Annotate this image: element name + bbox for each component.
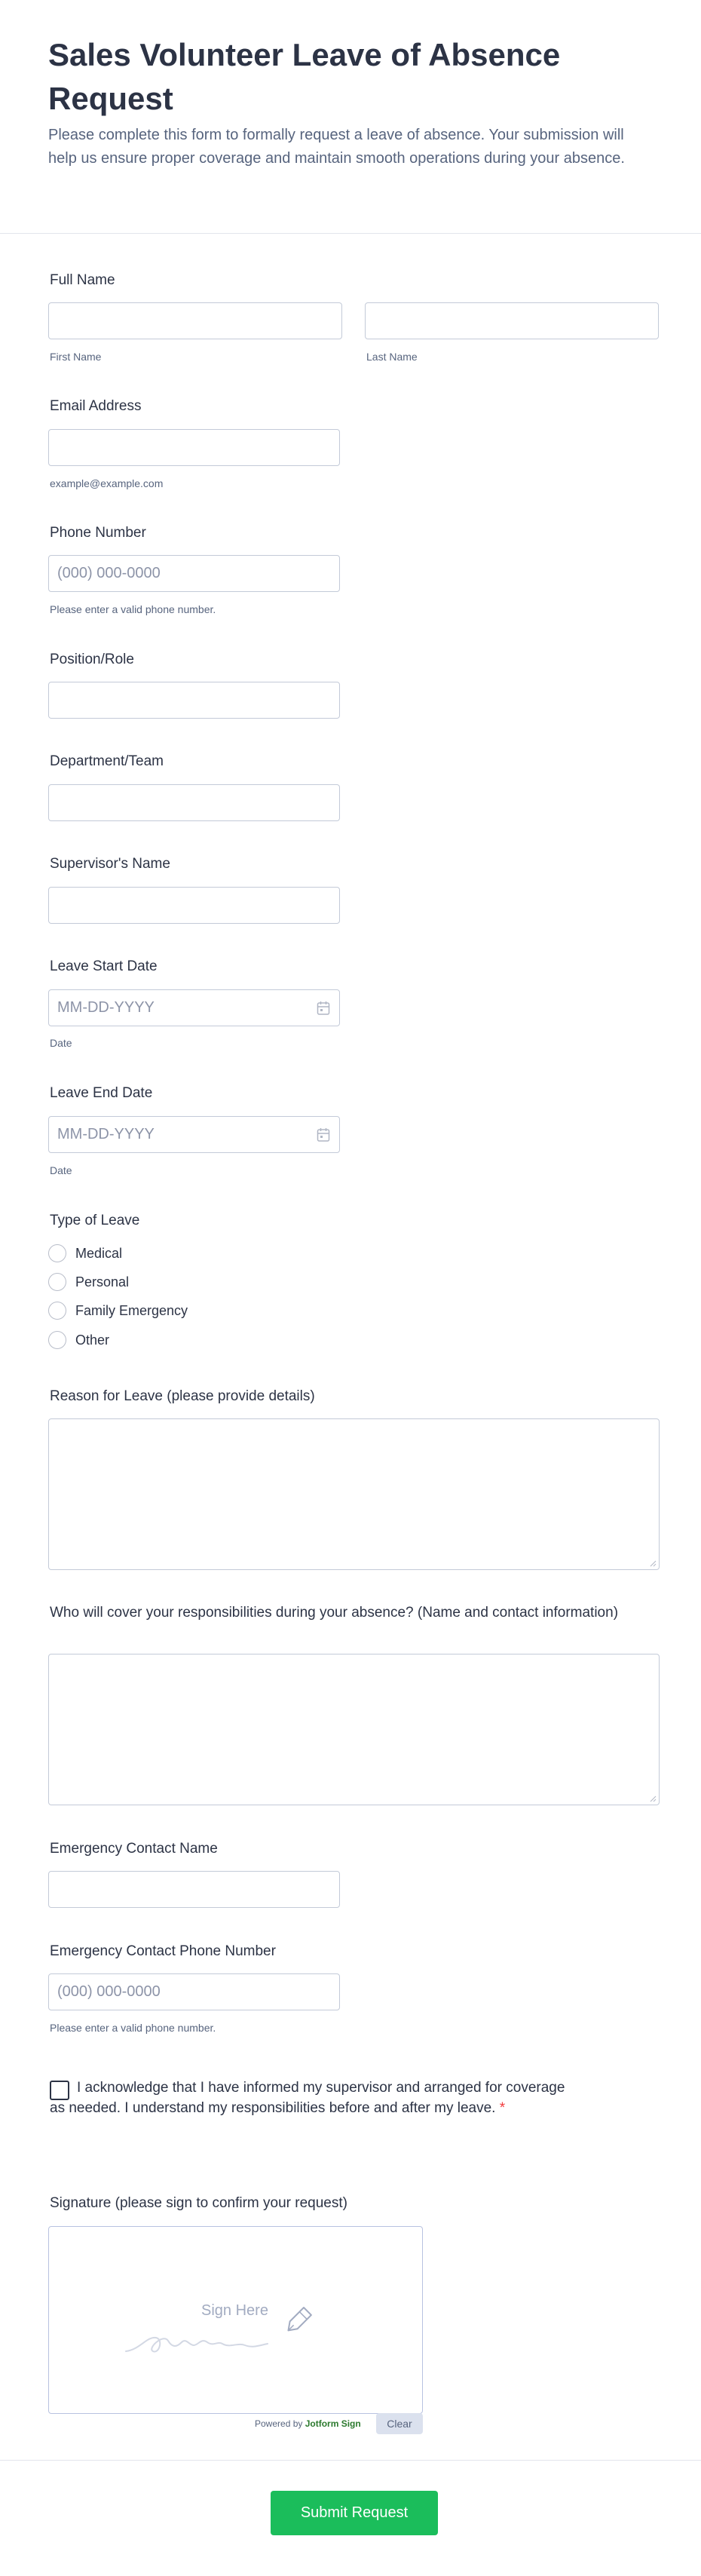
calendar-icon[interactable] [317,1127,330,1142]
radio-option-personal[interactable] [48,1271,129,1293]
clear-signature-button[interactable]: Clear [376,2413,423,2434]
supervisor-label: Supervisor's Name [50,856,170,872]
first-name-input[interactable] [48,302,342,339]
acknowledgement-text: I acknowledge that I have informed my supervisor and arranged for coverage as needed. I understand my responsibilities before and after my leave. [50,2080,565,2116]
radio-option-family-emergency[interactable] [48,1300,188,1321]
submit-button[interactable]: Submit Request [271,2491,438,2535]
coverage-label: Who will cover your responsibilities during your absence? (Name and contact information) [50,1605,619,1621]
reason-textarea[interactable] [48,1418,660,1570]
phone-sublabel: Please enter a valid phone number. [50,603,216,615]
radio-option-other[interactable] [48,1329,109,1351]
radio-button[interactable] [48,1302,66,1320]
powered-by-text: Powered by [255,2418,303,2429]
emergency-phone-input[interactable]: (000) 000-0000 [48,1973,340,2010]
resize-handle-icon[interactable] [649,1559,657,1567]
department-label: Department/Team [50,753,164,769]
resize-handle-icon[interactable] [649,1795,657,1802]
last-name-sublabel: Last Name [366,351,418,363]
start-date-label: Leave Start Date [50,958,158,974]
department-input[interactable] [48,784,340,821]
position-input[interactable] [48,682,340,719]
reason-label: Reason for Leave (please provide details) [50,1388,315,1404]
form-title: Sales Volunteer Leave of Absence Request [48,37,561,116]
end-date-label: Leave End Date [50,1085,153,1101]
emergency-name-input[interactable] [48,1871,340,1908]
last-name-input[interactable] [365,302,659,339]
email-label: Email Address [50,398,142,414]
radio-option-medical[interactable] [48,1243,122,1264]
acknowledgement-label[interactable] [50,2078,570,2118]
signature-label: Signature (please sign to confirm your request) [50,2195,347,2211]
coverage-textarea[interactable] [48,1654,660,1805]
form-description: Please complete this form to formally request a leave of absence. Your submission will help us ensure proper coverage and maintain smooth operations during your absence. [48,127,625,167]
emergency-phone-sublabel: Please enter a valid phone number. [50,2022,216,2034]
form-header [0,0,701,234]
required-asterisk: * [499,2100,506,2116]
radio-label: Other [75,1332,110,1348]
leave-type-label: Type of Leave [50,1213,140,1228]
end-date-placeholder: MM-DD-YYYY [57,1126,155,1142]
radio-label: Family Emergency [75,1302,188,1318]
radio-button[interactable] [48,1273,66,1291]
start-date-placeholder: MM-DD-YYYY [57,999,155,1016]
end-date-sublabel: Date [50,1164,72,1176]
signature-placeholder: Sign Here [201,2302,268,2319]
position-label: Position/Role [50,652,134,667]
emergency-name-label: Emergency Contact Name [50,1841,218,1857]
phone-input[interactable]: (000) 000-0000 [48,555,340,592]
jotform-sign-brand[interactable]: Jotform Sign [305,2418,361,2429]
email-sublabel: example@example.com [50,477,164,489]
email-input[interactable] [48,429,340,466]
radio-label: Medical [75,1245,123,1261]
radio-label: Personal [75,1274,130,1290]
first-name-sublabel: First Name [50,351,102,363]
end-date-input[interactable] [48,1116,340,1153]
supervisor-input[interactable] [48,887,340,924]
radio-button[interactable] [48,1244,66,1262]
footer-divider [0,2460,701,2461]
powered-by-note [255,2418,361,2429]
phone-label: Phone Number [50,525,146,541]
emergency-phone-label: Emergency Contact Phone Number [50,1943,276,1959]
signature-pad[interactable] [48,2226,423,2414]
start-date-sublabel: Date [50,1037,72,1049]
start-date-input[interactable] [48,989,340,1026]
full-name-label: Full Name [50,272,115,288]
calendar-icon[interactable] [317,1001,330,1016]
radio-button[interactable] [48,1331,66,1349]
